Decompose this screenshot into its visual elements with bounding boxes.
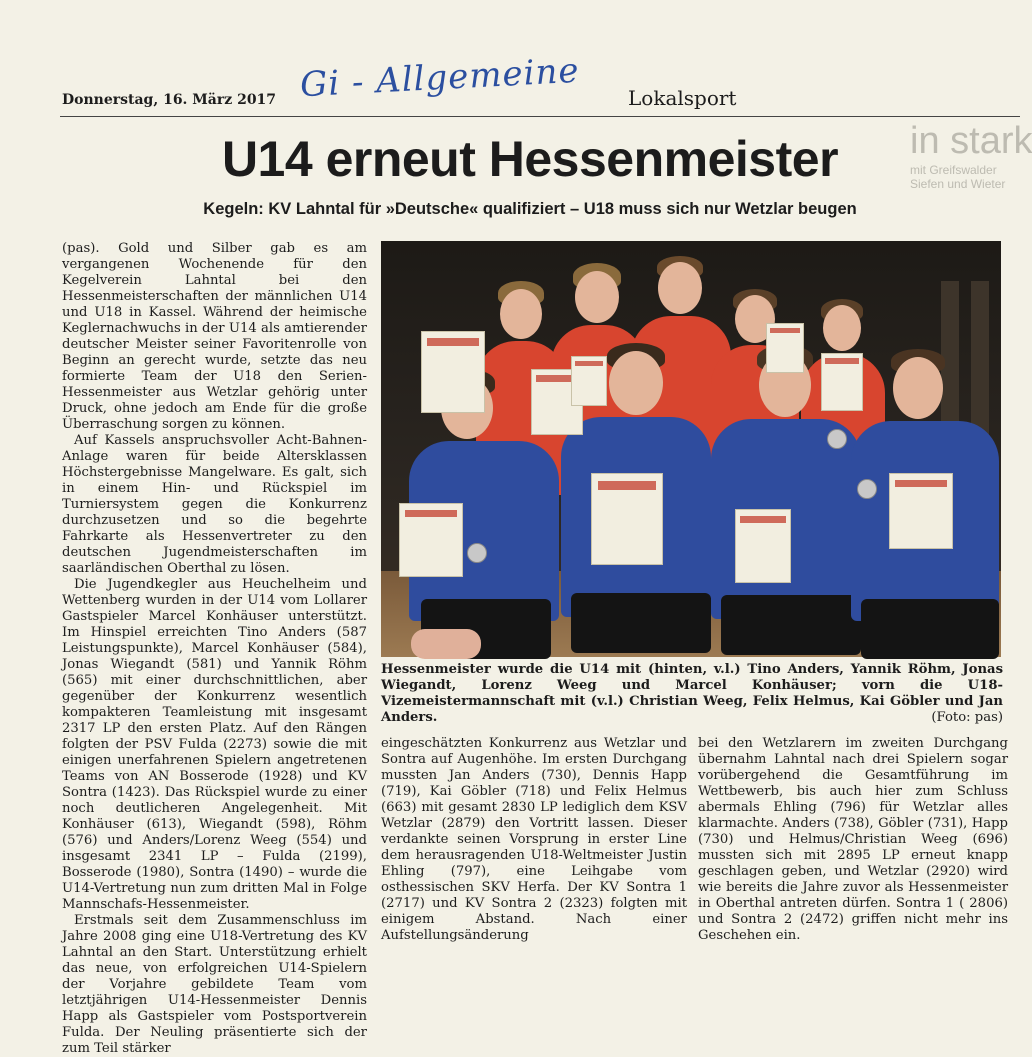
certificate: [399, 503, 463, 577]
photo-caption: [381, 662, 1003, 726]
certificate: [766, 323, 804, 373]
certificate: [591, 473, 663, 565]
certificate: [889, 473, 953, 549]
handwritten-note: Gi - Allgemeine: [299, 50, 581, 106]
article-column-3: [698, 736, 1008, 943]
article-paragraph: Erstmals seit dem Zusammenschluss im Jahre 2008 ging eine U18-Vertretung des KV Lahntal an den Start. Unterstützung erhielt das neue, von erfolgreichen U14-Spielern der Vorjahre gebildete Team vom letztjährigen U14-Hessenmeister Dennis Happ als Gastspieler vom Postsportverein Fulda. Der Neuling präsentierte sich der zum Teil stärker: [62, 913, 367, 1056]
bleed-through-line: Siefen und Wieter: [910, 177, 1006, 191]
article-column-1: [62, 241, 367, 1056]
bleed-through-line: mit Greifswalder: [910, 163, 997, 177]
team-photo: [381, 241, 1001, 657]
article-paragraph: eingeschätzten Konkurrenz aus Wetzlar und Sontra auf Augenhöhe. Im ersten Durchgang mussten Jan Anders (730), Dennis Happ (719), Kai Göbler (718) und Felix Helmus (663) mit gesamt 2830 LP lediglich dem KSV Wetzlar (2879) den Vortritt lassen. Dieser verdankte seinen Vorsprung in erster Line dem herausragenden U18-Weltmeister Justin Ehling (797), eine Leihgabe vom osthessischen SKV Herfa. Der KV Sontra 1 (2717) und KV Sontra 2 (2323) folgten mit einigem Abstand. Nach einer Aufstellungsänderung: [381, 736, 687, 943]
medal: [467, 543, 487, 563]
photo-credit: (Foto: pas): [931, 710, 1003, 725]
bleed-through-headline: in stark: [910, 120, 1032, 162]
certificate: [821, 353, 863, 411]
medal: [857, 479, 877, 499]
newspaper-header: [60, 88, 1020, 117]
article-headline: U14 erneut Hessenmeister: [221, 131, 839, 187]
article-column-2: [381, 736, 687, 943]
article-paragraph: (pas). Gold und Silber gab es am vergangenen Wochenende für den Kegelverein Lahntal bei den Hessenmeisterschaften der männlichen U14 und U18 in Kassel. Während der heimische Keglernachwuchs in der U14 als amtierender deutscher Meister seiner Favoritenrolle von Beginn an gerecht wurde, setzte das neu formierte Team der U18 den Serien-Hessenmeister aus Wetzlar gehörig unter Druck, ohne jedoch am Ende für die große Überraschung sorgen zu können.: [62, 241, 367, 432]
article-subheadline: Kegeln: KV Lahntal für »Deutsche« qualifiziert – U18 muss sich nur Wetzlar beugen: [203, 200, 857, 218]
certificate: [421, 331, 485, 413]
article-paragraph: bei den Wetzlarern im zweiten Durchgang übernahm Lahntal nach drei Spielern sogar vorübergehend die Gesamtführung im Wettbewerb, bis auch hier zum Schluss abermals Ehling (796) für Wetzlar alles klarmachte. Anders (738), Göbler (731), Happ (730) und Helmus/Christian Weeg (696) mussten sich mit 2895 LP erneut knapp geschlagen geben, und Wetzlar (2920) wird wie bereits die Jahre zuvor als Hessenmeister in Oberthal antreten dürfen. Sontra 1 ( 2806) und Sontra 2 (2472) griffen nicht mehr ins Geschehen ein.: [698, 736, 1008, 943]
section-name: Lokalsport: [628, 86, 737, 110]
article-paragraph: Auf Kassels anspruchsvoller Acht-Bahnen-Anlage waren für beide Altersklassen Höchstergebnisse Mangelware. Es galt, sich in einem Hin- und Rückspiel im Turniersystem gegen die Konkurrenz durchzusetzen und so die begehrte Fahrkarte als Hessenvertreter zu den deutschen Jugendmeisterschaften im saarländischen Oberthal zu lösen.: [62, 433, 367, 576]
article-paragraph: Die Jugendkegler aus Heuchelheim und Wettenberg wurden in der U14 vom Lollarer Gastspieler Marcel Konhäuser unterstützt. Im Hinspiel erreichten Tino Anders (587 Leistungspunkte), Marcel Konhäuser (584), Jonas Wiegandt (581) und Yannik Röhm (565) mit einer durchschnittlichen, aber gegenüber der Konkurrenz wesentlich kompakteren Teamleistung mit insgesamt 2317 LP den ersten Platz. Auf den Rängen folgten der PSV Fulda (2273) sowie die mit einigen unerfahrenen Spielern angetretenen Teams von AN Bosserode (1928) und KV Sontra (1423). Das Rückspiel wurde zu einer noch deutlicheren Angelegenheit. Mit Konhäuser (613), Wiegandt (598), Röhm (576) und Anders/Lorenz Weeg (554) und insgesamt 2341 LP – Fulda (2199), Bosserode (1980), Sontra (1490) – wurde die U14-Vertretung nun zum dritten Mal in Folge Mannschafs-Hessenmeister.: [62, 577, 367, 912]
medal: [827, 429, 847, 449]
caption-text: Hessenmeister wurde die U14 mit (hinten, v.l.) Tino Anders, Yannik Röhm, Jonas Wiegandt, Lorenz Weeg und Marcel Konhäuser; vorn die U18-Vizemeistermannschaft mit (v.l.) Christian Weeg, Felix Helmus, Kai Göbler und Jan Anders.: [381, 662, 1003, 725]
certificate: [735, 509, 791, 583]
issue-date: Donnerstag, 16. März 2017: [62, 92, 277, 108]
bleed-through-text: [910, 120, 1032, 220]
certificate: [571, 356, 607, 406]
